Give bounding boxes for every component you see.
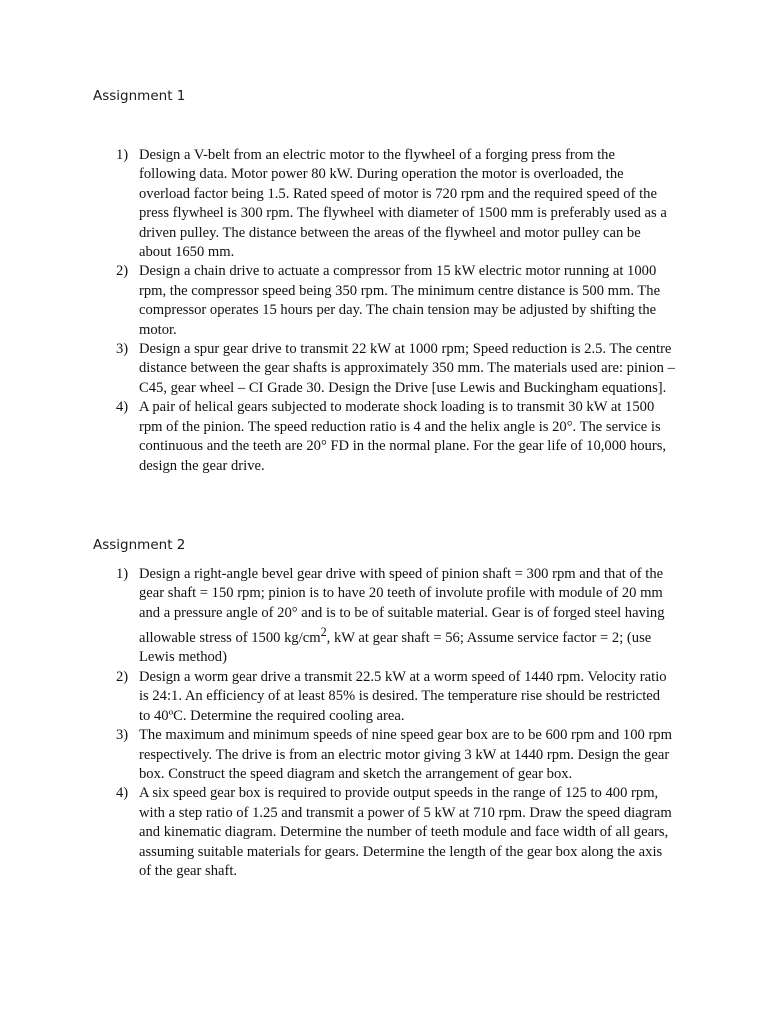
question-text: Design a V-belt from an electric motor to the flywheel of a forging press from the following data. Motor power 80 kW. During operation the motor is overloaded, the overload factor being 1.5. Rated speed of motor is 720 rpm and the required speed of the press flywheel is 300 rpm. The flywheel with diameter of 1500 mm is preferably used as a driven pulley. The distance between the areas of the flywheel and motor pulley can be about 1650 mm.: [139, 147, 667, 261]
question-item: [0, 565, 675, 668]
question-text-part: , kW at gear shaft = 56; Assume service factor = 2; (use Lewis method): [139, 630, 652, 666]
question-item: [0, 398, 675, 476]
question-text: A pair of helical gears subjected to moderate shock loading is to transmit 30 kW at 1500 rpm of the pinion. The speed reduction ratio is 4 and the helix angle is 20°. The service is continuous and the teeth are 20° FD in the normal plane. For the gear life of 10,000 hours, design the gear drive.: [139, 399, 667, 474]
question-text: [139, 566, 665, 665]
question-number: 3): [116, 341, 129, 358]
question-number: 4): [116, 399, 129, 416]
question-number: 3): [116, 727, 129, 744]
question-text: Design a worm gear drive a transmit 22.5 kW at a worm speed of 1440 rpm. Velocity ratio is 24:1. An efficiency of at least 85% is desired. The temperature rise should be restricted to 40ºC. Determine the required cooling area.: [139, 668, 667, 724]
question-number: 2): [116, 668, 129, 685]
question-item: [0, 668, 675, 726]
question-item: [0, 726, 675, 784]
question-item: [0, 146, 675, 262]
question-number: 1): [116, 566, 129, 582]
question-text: The maximum and minimum speeds of nine speed gear box are to be 600 rpm and 100 rpm respectively. The drive is from an electric motor giving 3 kW at 1440 rpm. Design the gear box. Construct the speed diagram and sketch the arrangement of gear box.: [139, 727, 672, 782]
assignment-2-title: Assignment 2: [93, 537, 186, 553]
assignment-1-title: Assignment 1: [93, 88, 186, 104]
assignment-1-question-list: [0, 146, 675, 476]
question-item: [0, 784, 675, 881]
question-text: Design a spur gear drive to transmit 22 kW at 1000 rpm; Speed reduction is 2.5. The centre distance between the gear shafts is approximately 350 mm. The materials used are: pinion – C45, gear wheel – CI Grade 30. Design the Drive [use Lewis and Buckingham equations].: [139, 341, 675, 396]
assignment-2-question-list: [0, 565, 675, 881]
question-text-part: Design a right-angle bevel gear drive with speed of pinion shaft = 300 rpm and that of the gear shaft = 150 rpm; pinion is to have 20 teeth of involute profile with module of 20 mm and a pressure angle of 20° and is to be of suitable material. Gear is of forged steel having allowable stress of 1500 kg/cm: [139, 566, 665, 647]
question-text: Design a chain drive to actuate a compressor from 15 kW electric motor running at 1000 rpm, the compressor speed being 350 rpm. The minimum centre distance is 500 mm. The compressor operates 15 hours per day. The chain tension may be adjusted by shifting the motor.: [139, 263, 661, 338]
question-number: 4): [116, 785, 129, 802]
question-item: [0, 340, 675, 398]
question-text: A six speed gear box is required to provide output speeds in the range of 125 to 400 rpm, with a step ratio of 1.25 and transmit a power of 5 kW at 710 rpm. Draw the speed diagram and kinematic diagram. Determine the number of teeth module and face width of all gears, assuming suitable materials for gears. Determine the length of the gear box along the axis of the gear shaft.: [139, 785, 672, 879]
question-number: 2): [116, 263, 129, 280]
question-number: 1): [116, 147, 129, 163]
question-item: [0, 262, 675, 340]
superscript: 2: [320, 625, 327, 640]
